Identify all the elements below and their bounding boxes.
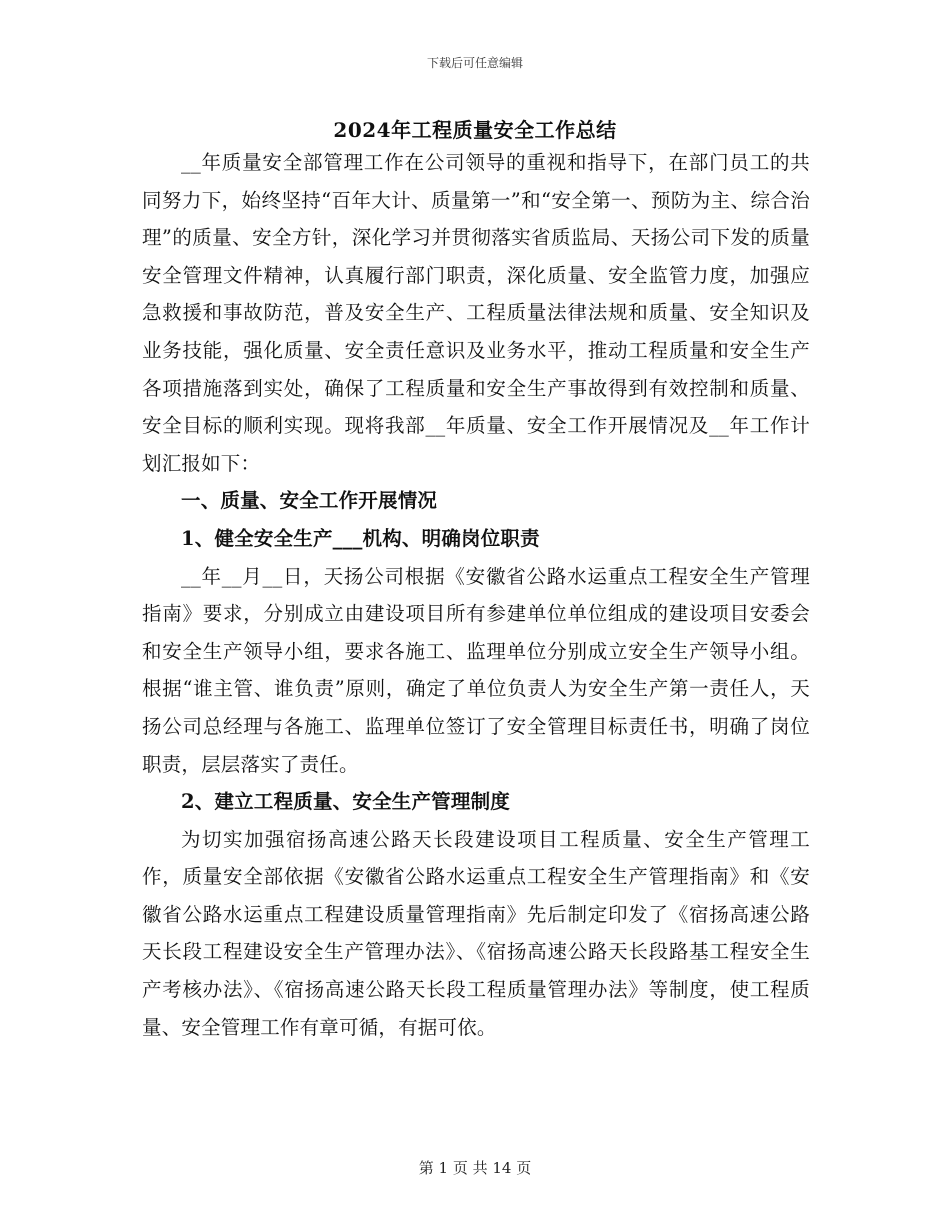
paragraph-intro: __年质量安全部管理工作在公司领导的重视和指导下，在部门员工的共同努力下，始终坚持“百年大计、质量第一”和“安全第一、预防为主、综合治理”的质量、安全方针，深化学习并贯彻落实省质监局、天扬公司下发的质量安全管理文件精神，认真履行部门职责，深化质量、安全监管力度，加强应急救援和事故防范，普及安全生产、工程质量法律法规和质量、安全知识及业务技能，强化质量、安全责任意识及业务水平，推动工程质量和安全生产各项措施落到实处，确保了工程质量和安全生产事故得到有效控制和质量、安全目标的顺利实现。现将我部__年质量、安全工作开展情况及__年工作计划汇报如下： (142, 151, 810, 475)
document-body (142, 144, 810, 1046)
page-number: 第 1 页 共 14 页 (418, 1159, 532, 1177)
section-heading-1: 一、质量、安全工作开展情况 (181, 489, 438, 513)
subsection-heading-2: 2、建立工程质量、安全生产管理制度 (181, 790, 510, 814)
document-title: 2024年工程质量安全工作总结 (333, 118, 617, 142)
paragraph-organization: __年__月__日，天扬公司根据《安徽省公路水运重点工程安全生产管理指南》要求，分别成立由建设项目所有参建单位单位组成的建设项目安委会和安全生产领导小组，要求各施工、监理单位分别成立安全生产领导小组。根据“谁主管、谁负责”原则，确定了单位负责人为安全生产第一责任人，天扬公司总经理与各施工、监理单位签订了安全管理目标责任书，明确了岗位职责，层层落实了责任。 (142, 564, 810, 776)
subsection-heading-1: 1、健全安全生产___机构、明确岗位职责 (181, 526, 540, 550)
header-note: 下载后可任意编辑 (426, 56, 523, 70)
paragraph-regulations: 为切实加强宿扬高速公路天长段建设项目工程质量、安全生产管理工作，质量安全部依据《安徽省公路水运重点工程安全生产管理指南》和《安徽省公路水运重点工程建设质量管理指南》先后制定印发了《宿扬高速公路天长段工程建设安全生产管理办法》、《宿扬高速公路天长段路基工程安全生产考核办法》、《宿扬高速公路天长段工程质量管理办法》等制度，使工程质量、安全管理工作有章可循，有据可依。 (142, 827, 810, 1039)
